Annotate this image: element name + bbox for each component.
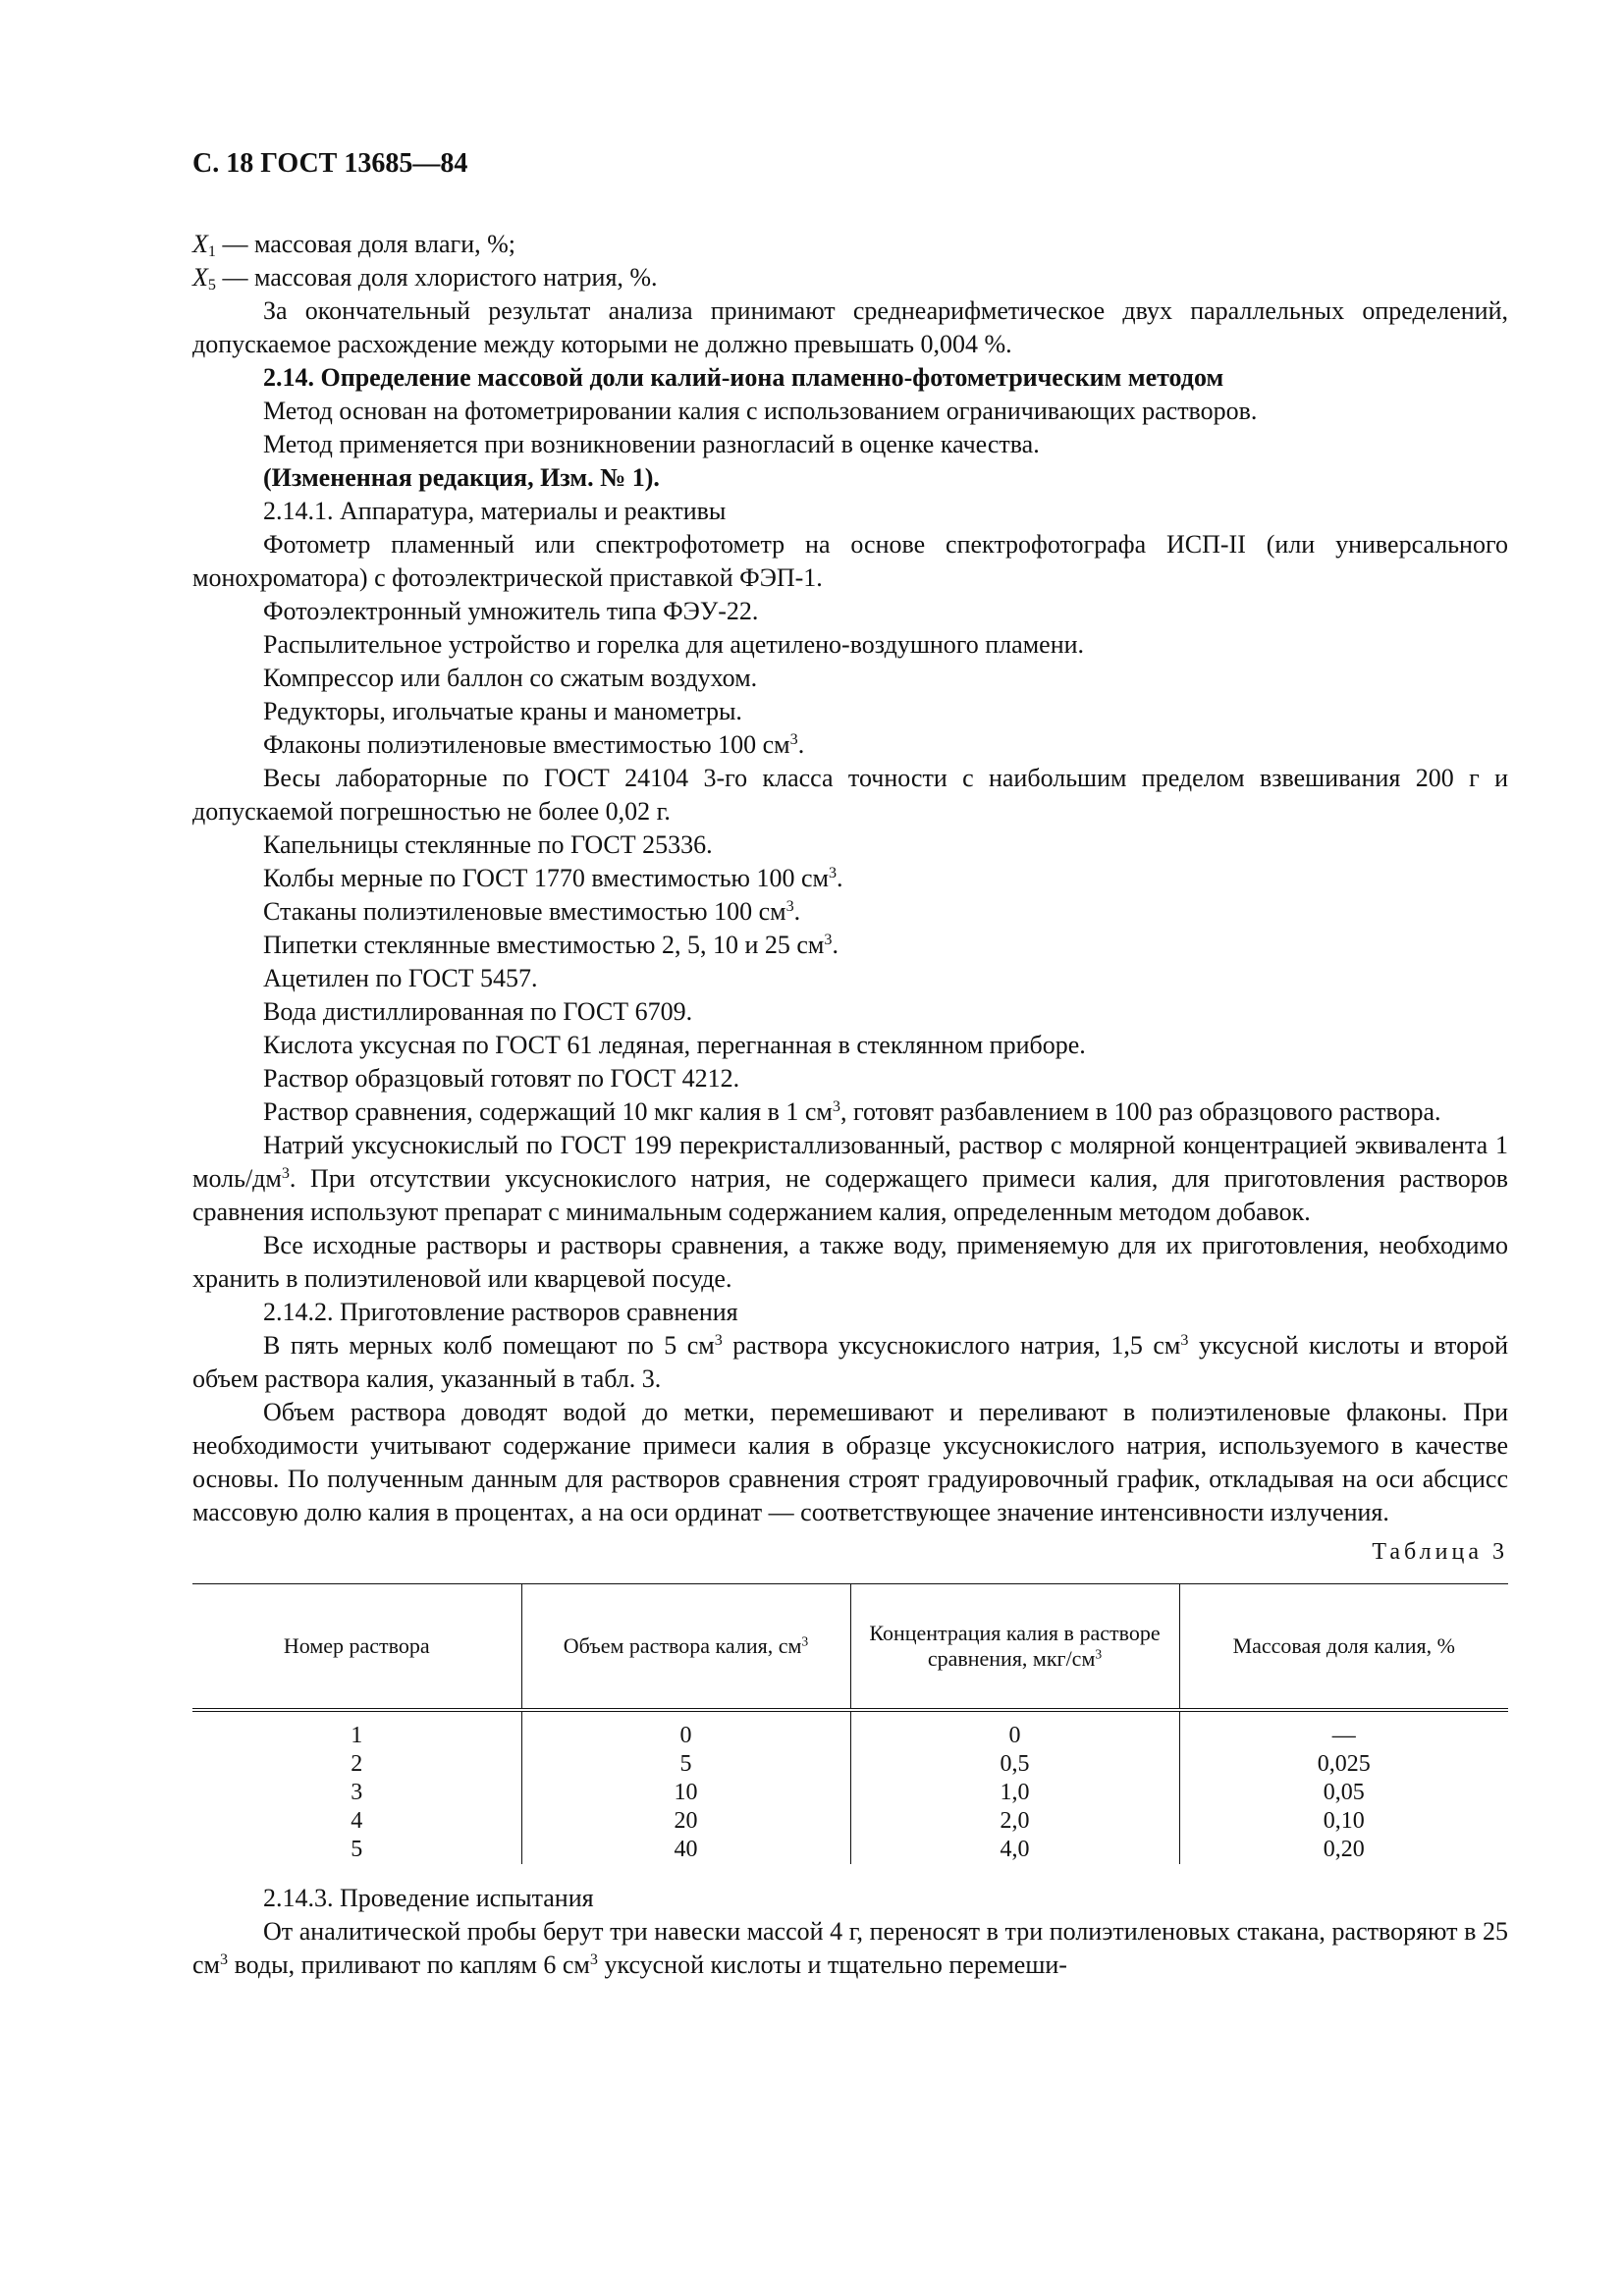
apparatus-item: Флаконы полиэтиленовые вместимостью 100 $см^3$. [263, 729, 805, 759]
section-2-14-3-title: 2.14.3. Проведение испытания [263, 1883, 594, 1912]
table-caption: Таблица 3 [1372, 1538, 1508, 1565]
table-header-cell: Массовая доля калия, % [1179, 1583, 1508, 1710]
apparatus-item: Распылительное устройство и горелка для ацетилено-воздушного пламени. [263, 629, 1085, 659]
table-cell: 5 [351, 1836, 363, 1862]
table-cell: 2 [351, 1750, 363, 1777]
apparatus-item: Ацетилен по ГОСТ 5457. [263, 963, 538, 992]
table-cell: 1,0 [850, 1779, 1179, 1807]
method-paragraph-1: Метод основан на фотометрировании калия с использованием ограничивающих растворов. [263, 396, 1258, 425]
apparatus-item: Кислота уксусная по ГОСТ 61 ледяная, перегнанная в стеклянном приборе. [263, 1030, 1086, 1059]
table-cell: 40 [521, 1836, 850, 1864]
method-paragraph-2: Метод применяется при возникновении разногласий в оценке качества. [263, 429, 1040, 458]
table-cell: 0 [521, 1710, 850, 1750]
apparatus-item: Стаканы полиэтиленовые вместимостью 100 $см^3$. [263, 896, 801, 926]
apparatus-item: Весы лабораторные по ГОСТ 24104 3-го класса точности с наибольшим пределом взвешивания 200 г и допускаемой погрешностью не более 0,02 г. [192, 763, 1508, 826]
apparatus-item: Вода дистиллированная по ГОСТ 6709. [263, 996, 693, 1026]
formula-legend-x5: $X_5$ — массовая доля хлористого натрия, %. [192, 262, 658, 294]
table-header-cell: Концентрация калия в растворе сравнения, мкг/$см^3$ [850, 1583, 1179, 1710]
preparation-paragraph-2: Объем раствора доводят водой до метки, перемешивают и переливают в полиэтиленовые флаконы. При необходимости учитывают содержание примеси калия в образце уксуснокислого натрия, используемого в качестве основы. По полученным данным для растворов сравнения строят градуировочный график, откладывая на оси абсцисс массовую долю калия в процентах, а на оси ординат — соответствующее значение интенсивности излучения. [192, 1397, 1508, 1526]
section-2-14-title: 2.14. Определение массовой доли калий-иона пламенно-фотометрическим методом [263, 362, 1224, 392]
table-header-cell: Номер раствора [192, 1583, 521, 1710]
table-cell: 0,05 [1179, 1779, 1508, 1807]
table-row [192, 1779, 1508, 1807]
apparatus-item: Все исходные растворы и растворы сравнения, а также воду, применяемую для их приготовления, необходимо хранить в полиэтиленовой или кварцевой посуде. [192, 1230, 1508, 1293]
apparatus-item: Редукторы, игольчатые краны и манометры. [263, 696, 742, 725]
table-cell: 0,20 [1179, 1836, 1508, 1864]
apparatus-item: Колбы мерные по ГОСТ 1770 вместимостью 100 $см^3$. [263, 863, 843, 892]
apparatus-item: Фотометр пламенный или спектрофотометр на основе спектрофотографа ИСП-II (или универсального монохроматора) с фотоэлектрической приставкой ФЭП-1. [192, 529, 1508, 592]
apparatus-item: Капельницы стеклянные по ГОСТ 25336. [263, 829, 713, 859]
table-3 [192, 1583, 1508, 1864]
table-row [192, 1836, 1508, 1864]
preparation-paragraph-1: В пять мерных колб помещают по 5 $см^3$ раствора уксуснокислого натрия, 1,5 $см^3$ уксусной кислоты и второй объем раствора калия, указанный в табл. 3. [192, 1330, 1508, 1393]
amendment-note: (Измененная редакция, Изм. № 1). [263, 462, 660, 492]
table-cell: — [1179, 1710, 1508, 1750]
apparatus-item: Пипетки стеклянные вместимостью 2, 5, 10 и 25 $см^3$. [263, 930, 839, 959]
document-page [192, 147, 1508, 1982]
apparatus-item: Раствор сравнения, содержащий 10 мкг калия в 1 $см^3$, готовят разбавлением в 100 раз образцового раствора. [263, 1096, 1441, 1126]
table-cell: 10 [521, 1779, 850, 1807]
table-cell: 4 [351, 1807, 363, 1834]
final-result-paragraph: За окончательный результат анализа принимают среднеарифметическое двух параллельных определений, допускаемое расхождение между которыми не должно превышать 0,004 %. [192, 295, 1508, 358]
section-2-14-1-title: 2.14.1. Аппаратура, материалы и реактивы [263, 496, 727, 525]
table-cell: 2,0 [850, 1807, 1179, 1836]
table-row [192, 1710, 1508, 1750]
procedure-paragraph: От аналитической пробы берут три навески массой 4 г, переносят в три полиэтиленовых стакана, растворяют в 25 $см^3$ воды, приливают по каплям 6 $см^3$ уксусной кислоты и тщательно перемеши- [192, 1916, 1508, 1979]
table-cell: 0 [850, 1710, 1179, 1750]
apparatus-item: Раствор образцовый готовят по ГОСТ 4212. [263, 1063, 740, 1093]
section-2-14-2-title: 2.14.2. Приготовление растворов сравнения [263, 1297, 738, 1326]
table-cell: 1 [351, 1722, 363, 1748]
table-cell: 4,0 [850, 1836, 1179, 1864]
table-cell: 5 [521, 1750, 850, 1779]
apparatus-item: Компрессор или баллон со сжатым воздухом. [263, 663, 758, 692]
table-cell: 0,10 [1179, 1807, 1508, 1836]
table-header-cell: Объем раствора калия, $см^3$ [521, 1583, 850, 1710]
table-row [192, 1807, 1508, 1836]
table-cell: 20 [521, 1807, 850, 1836]
table-cell: 3 [351, 1779, 363, 1805]
page-header: С. 18 ГОСТ 13685—84 [192, 148, 468, 179]
table-row [192, 1750, 1508, 1779]
apparatus-item: Натрий уксуснокислый по ГОСТ 199 перекристаллизованный, раствор с молярной концентрацией эквивалента 1 моль/$дм^3$. При отсутствии уксуснокислого натрия, не содержащего примеси калия, для приготовления растворов сравнения используют препарат с минимальным содержанием калия, определенным методом добавок. [192, 1130, 1508, 1226]
apparatus-item: Фотоэлектронный умножитель типа ФЭУ-22. [263, 596, 759, 625]
table-cell: 0,5 [850, 1750, 1179, 1779]
table-cell: 0,025 [1179, 1750, 1508, 1779]
formula-legend-x1: $X_1$ — массовая доля влаги, %; [192, 229, 516, 260]
